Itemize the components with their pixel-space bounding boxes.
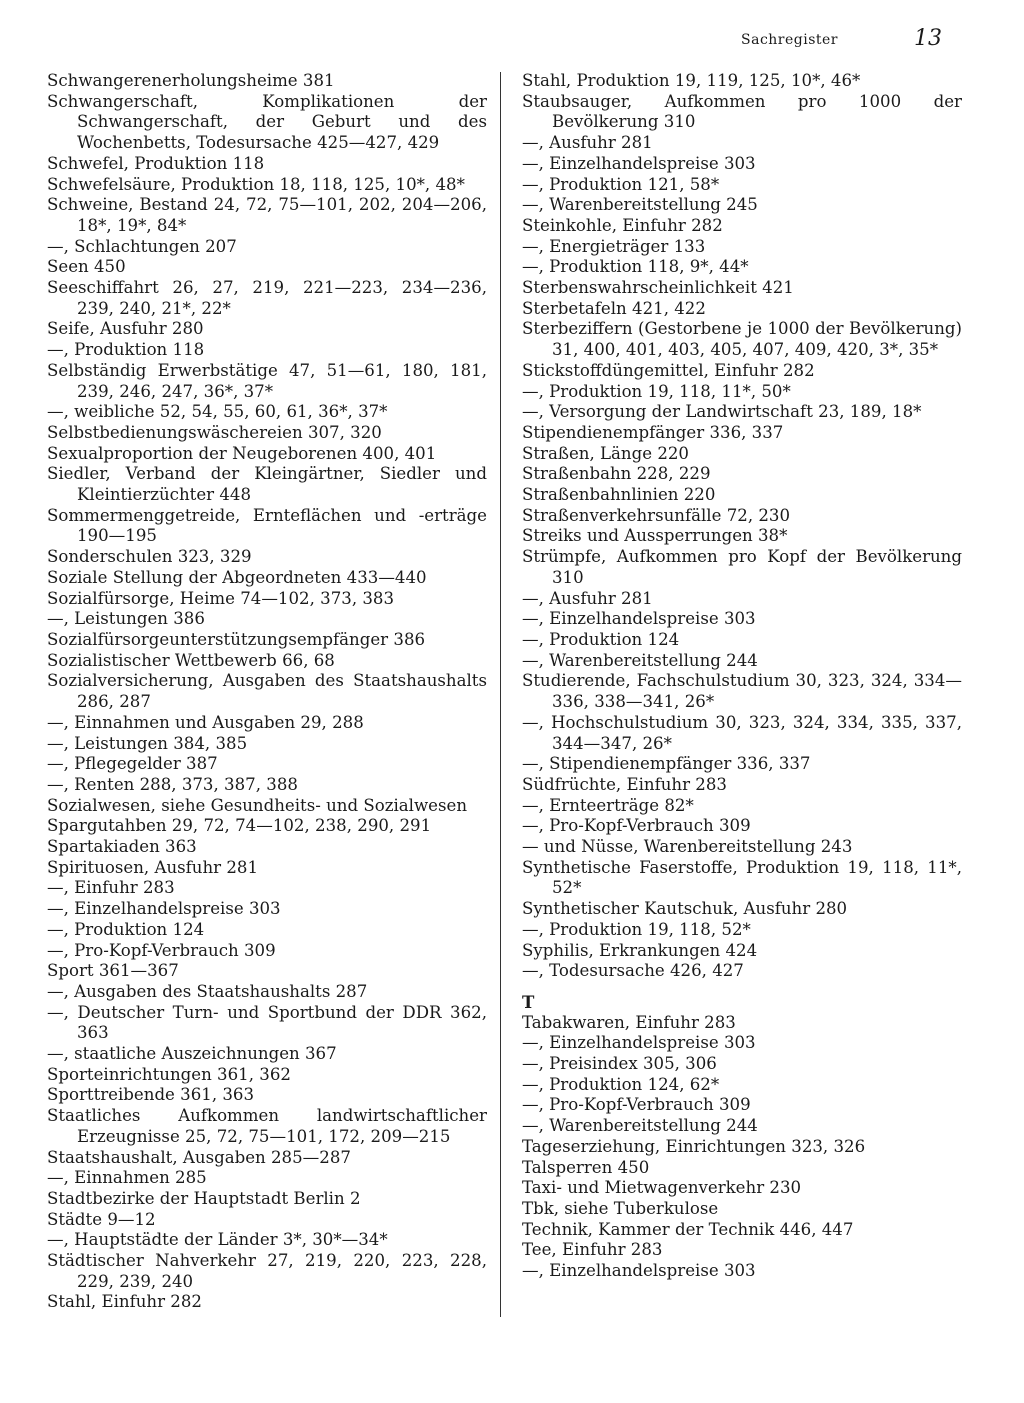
index-entry: Synthetischer Kautschuk, Ausfuhr 280	[522, 899, 848, 919]
index-entry: Selbstbedienungswäschereien 307, 320	[47, 422, 382, 442]
index-entry: Straßenbahnlinien 220	[522, 485, 716, 505]
index-entry: Spirituosen, Ausfuhr 281	[47, 857, 259, 877]
index-entry: Sporteinrichtungen 361, 362	[47, 1064, 291, 1084]
index-entry: —, Ausgaben des Staatshaushalts 287	[47, 981, 368, 1001]
index-entry: —, Einfuhr 283	[47, 878, 175, 898]
index-entry: —, Leistungen 384, 385	[47, 733, 248, 753]
index-entry: Spargutahben 29, 72, 74—102, 238, 290, 291	[47, 816, 432, 836]
index-entry: —, Produktion 124	[47, 919, 205, 939]
index-entry: —, Produktion 19, 118, 52*	[522, 919, 751, 939]
index-entry: —, Hochschulstudium 30, 323, 324, 334, 335, 337, 344—347, 26*	[522, 712, 962, 753]
index-entry: Stipendienempfänger 336, 337	[522, 422, 784, 442]
index-entry: —, Produktion 19, 118, 11*, 50*	[522, 381, 791, 401]
index-entry: Tabakwaren, Einfuhr 283	[522, 1012, 736, 1032]
index-entry: Strümpfe, Aufkommen pro Kopf der Bevölkerung 310	[522, 547, 962, 587]
page-header	[0, 22, 1024, 52]
index-entry: Tbk, siehe Tuberkulose	[522, 1198, 719, 1218]
index-entry: Schwangerschaft, Komplikationen der Schwangerschaft, der Geburt und des Wochenbetts, Todesursache 425—427, 429	[47, 91, 487, 153]
index-column-left	[47, 71, 487, 1313]
index-entry: Technik, Kammer der Technik 446, 447	[522, 1219, 854, 1239]
index-entry: Schwefelsäure, Produktion 18, 118, 125, 10*, 48*	[47, 174, 465, 194]
index-entry: —, Einzelhandelspreise 303	[522, 1261, 756, 1281]
index-letter-heading: T	[522, 991, 535, 1012]
section-title: Sachregister	[741, 32, 838, 48]
index-entry: Straßenbahn 228, 229	[522, 464, 711, 484]
index-entry: Sozialfürsorgeunterstützungsempfänger 386	[47, 629, 426, 649]
index-entry: Städtischer Nahverkehr 27, 219, 220, 223, 228, 229, 239, 240	[47, 1251, 487, 1291]
index-entry: —, Produktion 118, 9*, 44*	[522, 257, 749, 277]
index-entry: —, Todesursache 426, 427	[522, 961, 744, 981]
index-entry: Studierende, Fachschulstudium 30, 323, 324, 334—336, 338—341, 26*	[522, 671, 962, 712]
index-entry: —, Produktion 118	[47, 340, 205, 360]
index-entry: —, Stipendienempfänger 336, 337	[522, 754, 811, 774]
index-entry: —, Versorgung der Landwirtschaft 23, 189, 18*	[522, 402, 922, 422]
index-entry: Seen 450	[47, 257, 126, 277]
index-entry: —, Energieträger 133	[522, 236, 706, 256]
index-entry: Sommermenggetreide, Ernteflächen und -erträge 190—195	[47, 505, 487, 546]
index-entry: Schwefel, Produktion 118	[47, 153, 265, 173]
index-entry: —, Pro-Kopf-Verbrauch 309	[522, 816, 751, 836]
index-column-right	[522, 71, 962, 1282]
index-entry: Schwangerenerholungsheime 381	[47, 71, 335, 90]
index-entry: —, staatliche Auszeichnungen 367	[47, 1044, 337, 1064]
index-entry: Straßen, Länge 220	[522, 443, 689, 463]
index-entry: —, Deutscher Turn- und Sportbund der DDR 362, 363	[47, 1002, 487, 1043]
index-entry: —, Pro-Kopf-Verbrauch 309	[47, 940, 276, 960]
index-entry: Sterbeziffern (Gestorbene je 1000 der Bevölkerung) 31, 400, 401, 403, 405, 407, 409, 420, 3*, 35*	[522, 319, 962, 360]
index-entry: Sonderschulen 323, 329	[47, 547, 252, 567]
index-entry: Staatshaushalt, Ausgaben 285—287	[47, 1147, 351, 1167]
index-entry: Sozialwesen, siehe Gesundheits- und Sozialwesen	[47, 795, 468, 815]
index-entry: —, Produktion 121, 58*	[522, 174, 720, 194]
index-entry: Syphilis, Erkrankungen 424	[522, 940, 758, 960]
index-entry: Stahl, Einfuhr 282	[47, 1292, 202, 1312]
index-entry: —, Einzelhandelspreise 303	[47, 899, 281, 919]
index-entry: Synthetische Faserstoffe, Produktion 19, 118, 11*, 52*	[522, 857, 962, 898]
index-entry: Spartakiaden 363	[47, 837, 197, 857]
index-entry: Stadtbezirke der Hauptstadt Berlin 2	[47, 1188, 361, 1208]
index-entry: Stahl, Produktion 19, 119, 125, 10*, 46*	[522, 71, 861, 90]
index-entry: —, Ausfuhr 281	[522, 133, 653, 153]
index-entry: Tageserziehung, Einrichtungen 323, 326	[522, 1136, 866, 1156]
index-entry: Sexualproportion der Neugeborenen 400, 401	[47, 443, 437, 463]
index-entry: —, Einzelhandelspreise 303	[522, 153, 756, 173]
index-entry: Sozialistischer Wettbewerb 66, 68	[47, 650, 335, 670]
index-entry: Selbständig Erwerbstätige 47, 51—61, 180, 181, 239, 246, 247, 36*, 37*	[47, 360, 487, 401]
index-entry: Taxi- und Mietwagenverkehr 230	[522, 1178, 802, 1198]
index-entry: —, Warenbereitstellung 244	[522, 650, 758, 670]
index-entry: Südfrüchte, Einfuhr 283	[522, 774, 727, 794]
index-entry: Siedler, Verband der Kleingärtner, Siedler und Kleintierzüchter 448	[47, 464, 487, 505]
index-entry: Staatliches Aufkommen landwirtschaftlicher Erzeugnisse 25, 72, 75—101, 172, 209—215	[47, 1106, 487, 1146]
page-number: 13	[914, 26, 942, 51]
index-entry: Sozialfürsorge, Heime 74—102, 373, 383	[47, 588, 395, 608]
index-entry: —, Schlachtungen 207	[47, 236, 237, 256]
index-entry: Staubsauger, Aufkommen pro 1000 der Bevölkerung 310	[522, 91, 962, 132]
index-entry: —, Ausfuhr 281	[522, 588, 653, 608]
index-entry: Sporttreibende 361, 363	[47, 1085, 255, 1105]
index-entry: —, Einnahmen 285	[47, 1168, 207, 1188]
index-entry: —, Einnahmen und Ausgaben 29, 288	[47, 712, 364, 732]
index-entry: —, Preisindex 305, 306	[522, 1054, 717, 1074]
index-entry: Sozialversicherung, Ausgaben des Staatshaushalts 286, 287	[47, 671, 487, 712]
index-entry: Schweine, Bestand 24, 72, 75—101, 202, 204—206, 18*, 19*, 84*	[47, 195, 487, 235]
index-entry: Städte 9—12	[47, 1209, 156, 1229]
index-entry: —, Produktion 124, 62*	[522, 1074, 720, 1094]
index-entry: —, weibliche 52, 54, 55, 60, 61, 36*, 37*	[47, 402, 388, 422]
index-entry: Seeschiffahrt 26, 27, 219, 221—223, 234—236, 239, 240, 21*, 22*	[47, 278, 487, 318]
index-entry: —, Pflegegelder 387	[47, 754, 218, 774]
index-entry: —, Einzelhandelspreise 303	[522, 1033, 756, 1053]
index-entry: Steinkohle, Einfuhr 282	[522, 215, 723, 235]
index-entry: Stickstoffdüngemittel, Einfuhr 282	[522, 360, 815, 380]
index-entry: —, Renten 288, 373, 387, 388	[47, 774, 298, 794]
index-entry: Soziale Stellung der Abgeordneten 433—440	[47, 567, 427, 587]
index-entry: Streiks und Aussperrungen 38*	[522, 526, 788, 546]
index-entry: —, Hauptstädte der Länder 3*, 30*—34*	[47, 1230, 388, 1250]
index-entry: —, Warenbereitstellung 245	[522, 195, 758, 215]
index-entry: Talsperren 450	[522, 1157, 650, 1177]
index-entry: —, Produktion 124	[522, 629, 680, 649]
index-entry: Seife, Ausfuhr 280	[47, 319, 204, 339]
index-entry: —, Ernteerträge 82*	[522, 795, 694, 815]
index-entry: Sterbenswahrscheinlichkeit 421	[522, 278, 794, 298]
index-entry: Sterbetafeln 421, 422	[522, 298, 706, 318]
index-entry: — und Nüsse, Warenbereitstellung 243	[522, 837, 853, 857]
index-entry: —, Pro-Kopf-Verbrauch 309	[522, 1095, 751, 1115]
index-entry: —, Leistungen 386	[47, 609, 205, 629]
index-entry: Straßenverkehrsunfälle 72, 230	[522, 505, 791, 525]
column-divider	[500, 72, 501, 1317]
index-entry: Tee, Einfuhr 283	[522, 1240, 663, 1260]
index-entry: —, Einzelhandelspreise 303	[522, 609, 756, 629]
index-entry: Sport 361—367	[47, 961, 179, 981]
index-entry: —, Warenbereitstellung 244	[522, 1116, 758, 1136]
